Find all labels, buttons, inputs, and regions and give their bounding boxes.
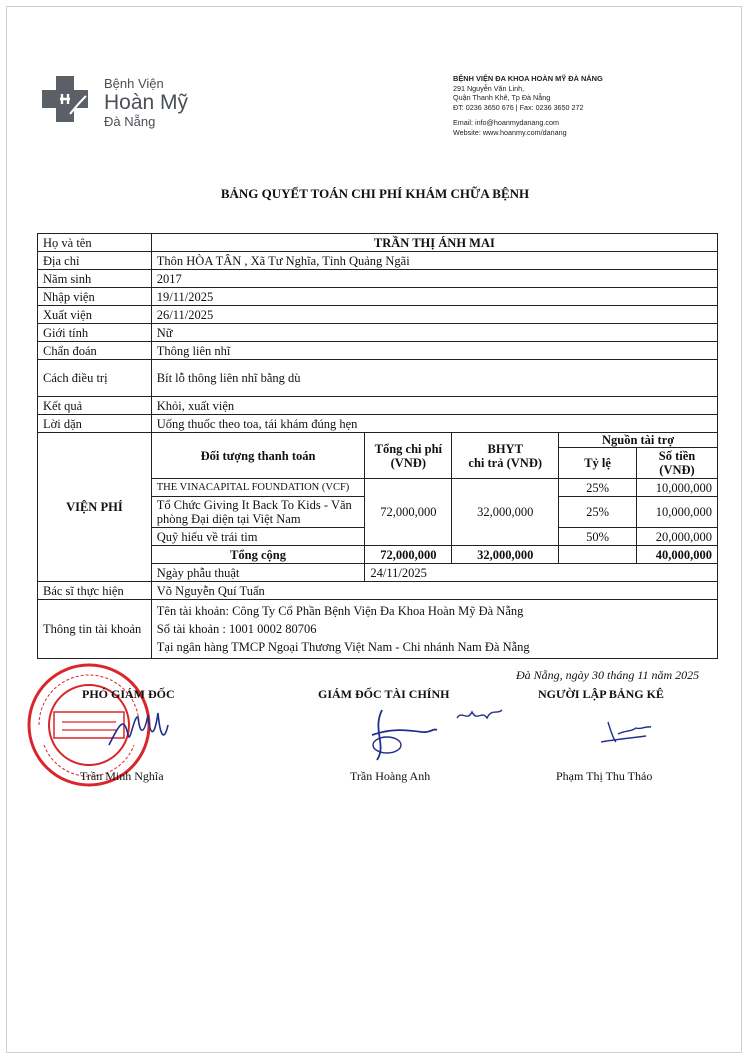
label-doctor: Bác sĩ thực hiện: [38, 582, 152, 600]
label-birth: Năm sinh: [38, 270, 152, 288]
surgery-date: 24/11/2025: [365, 564, 718, 582]
hospital-contact-block: [453, 74, 603, 138]
payer-name: THE VINACAPITAL FOUNDATION (VCF): [151, 479, 365, 497]
label-surgery-date: Ngày phẫu thuật: [151, 564, 365, 582]
hospital-name: BỆNH VIỆN ĐA KHOA HOÀN MỸ ĐÀ NẴNG: [453, 74, 603, 83]
col-amount: Số tiền (VNĐ): [637, 448, 718, 479]
row-birth: [38, 270, 718, 288]
website: Website: www.hoanmy.com/danang: [453, 127, 567, 137]
col-sponsor: Nguồn tài trợ: [559, 433, 718, 448]
treatment: Bít lỗ thông liên nhĩ bằng dù: [151, 360, 717, 397]
row-diagnosis: [38, 342, 718, 360]
sum-total-cost: 72,000,000: [365, 546, 452, 564]
document-title: BẢNG QUYẾT TOÁN CHI PHÍ KHÁM CHỮA BỆNH: [220, 186, 530, 201]
sponsor-amount: 10,000,000: [637, 479, 718, 497]
phone-fax: ĐT: 0236 3650 676 | Fax: 0236 3650 272: [453, 102, 584, 112]
bhyt-paid: 32,000,000: [452, 479, 559, 546]
doctor-name: Võ Nguyễn Quí Tuấn: [151, 582, 717, 600]
total-cost: 72,000,000: [365, 479, 452, 546]
discharge-date: 26/11/2025: [151, 306, 717, 324]
signature-cfo-icon: [362, 700, 512, 770]
row-advice: [38, 415, 718, 433]
payer-name: Quỹ hiếu về trái tim: [151, 528, 365, 546]
logo-line-3: Đà Nẵng: [104, 114, 156, 129]
diagnosis: Thông liên nhĩ: [151, 342, 717, 360]
patient-name: TRẦN THỊ ÁNH MAI: [151, 234, 717, 252]
fee-header-row-1: [38, 433, 718, 448]
logo-line-1: Bệnh Viện: [104, 76, 164, 91]
signature-vice-director-icon: [104, 705, 184, 755]
label-discharge: Xuất viện: [38, 306, 152, 324]
row-address: [38, 252, 718, 270]
row-admit: [38, 288, 718, 306]
advice: Uống thuốc theo toa, tái khám đúng hẹn: [151, 415, 717, 433]
patient-gender: Nữ: [151, 324, 717, 342]
col-ratio: Tỷ lệ: [559, 448, 637, 479]
sum-bhyt: 32,000,000: [452, 546, 559, 564]
sign-name-vice-director: Trần Minh Nghĩa: [80, 769, 164, 783]
result: Khỏi, xuất viện: [151, 397, 717, 415]
sponsor-ratio: 25%: [559, 479, 637, 497]
account-name: Tên tài khoản: Công Ty Cổ Phần Bệnh Viện Đa Khoa Hoàn Mỹ Đà Nẵng: [156, 604, 524, 618]
sign-name-cfo: Trần Hoàng Anh: [350, 769, 431, 783]
settlement-table: [37, 233, 718, 659]
label-advice: Lời dặn: [38, 415, 152, 433]
sponsor-amount: 10,000,000: [637, 497, 718, 528]
sign-name-preparer: Phạm Thị Thu Thảo: [556, 769, 653, 783]
label-diagnosis: Chẩn đoán: [38, 342, 152, 360]
label-treatment: Cách điều trị: [38, 360, 152, 397]
account-info: [151, 600, 717, 659]
sponsor-amount: 20,000,000: [637, 528, 718, 546]
account-number: Số tài khoản : 1001 0002 80706: [156, 622, 317, 636]
label-address: Địa chỉ: [38, 252, 152, 270]
sign-date: Đà Nẵng, ngày 30 tháng 11 năm 2025: [516, 668, 700, 682]
col-payer: Đối tượng thanh toán: [151, 433, 365, 479]
bank-name: Tại ngân hàng TMCP Ngoại Thương Việt Nam - Chi nhánh Nam Đà Nẵng: [156, 640, 530, 654]
label-result: Kết quả: [38, 397, 152, 415]
patient-birth-year: 2017: [151, 270, 717, 288]
row-discharge: [38, 306, 718, 324]
sum-sponsor-amount: 40,000,000: [637, 546, 718, 564]
sum-label: Tổng cộng: [151, 546, 365, 564]
sponsor-ratio: 50%: [559, 528, 637, 546]
row-result: [38, 397, 718, 415]
patient-address: Thôn HÒA TÂN , Xã Tư Nghĩa, Tỉnh Quảng Ngãi: [151, 252, 717, 270]
logo-line-2: Hoàn Mỹ: [104, 91, 189, 114]
email: Email: info@hoanmydanang.com: [453, 118, 559, 128]
sign-title-vice-director: PHÓ GIÁM ĐỐC: [82, 687, 175, 701]
payer-name: Tổ Chức Giving It Back To Kids - Văn phòng Đại diện tại Việt Nam: [151, 497, 365, 528]
hospital-cross-logo-icon: [40, 74, 90, 124]
sign-title-preparer: NGƯỜI LẬP BẢNG KÊ: [538, 687, 664, 701]
col-bhyt: BHYT chi trả (VNĐ): [452, 433, 559, 479]
address-line-2: Quận Thanh Khê, Tp Đà Nẵng: [453, 93, 551, 103]
row-account: [38, 600, 718, 659]
signature-preparer-icon: [596, 712, 656, 752]
section-fees: VIỆN PHÍ: [38, 433, 152, 582]
label-account: Thông tin tài khoản: [38, 600, 152, 659]
label-name: Họ và tên: [38, 234, 152, 252]
label-admit: Nhập viện: [38, 288, 152, 306]
col-total-cost: Tổng chi phí (VNĐ): [365, 433, 452, 479]
sponsor-ratio: 25%: [559, 497, 637, 528]
sign-title-cfo: GIÁM ĐỐC TÀI CHÍNH: [318, 687, 450, 701]
logo-text: [104, 76, 188, 129]
row-name: [38, 234, 718, 252]
row-gender: [38, 324, 718, 342]
row-treatment: [38, 360, 718, 397]
address-line-1: 291 Nguyễn Văn Linh,: [453, 83, 525, 93]
label-gender: Giới tính: [38, 324, 152, 342]
admit-date: 19/11/2025: [151, 288, 717, 306]
row-doctor: [38, 582, 718, 600]
